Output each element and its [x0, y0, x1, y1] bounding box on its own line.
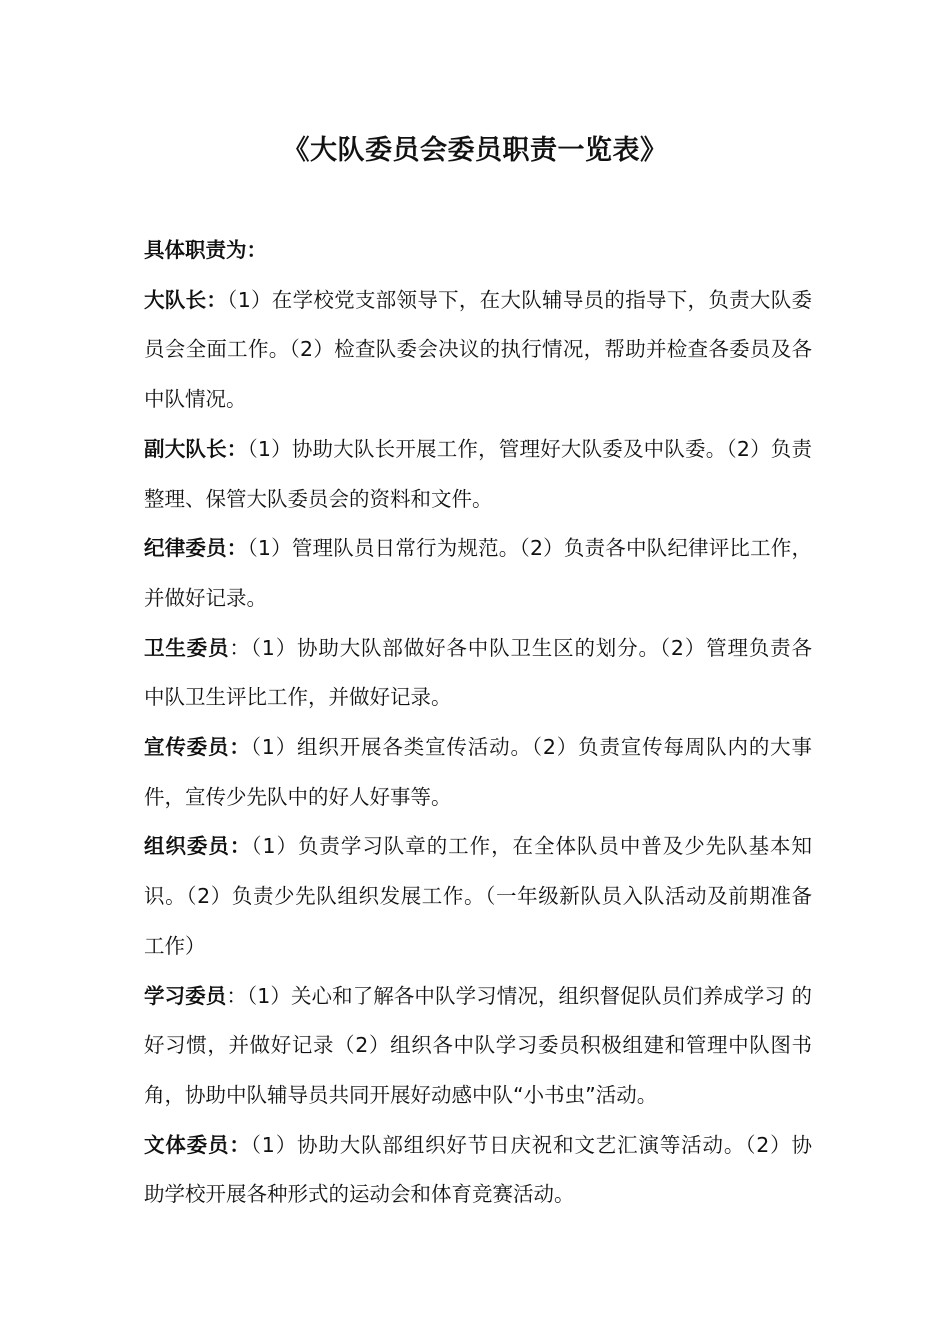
role-label: 副大队长：	[144, 436, 248, 461]
role-label: 宣传委员：	[144, 735, 251, 760]
role-label: 组织委员：	[144, 834, 252, 859]
duty-paragraph-vice-captain	[144, 425, 812, 524]
role-duties: ：（1）关心和了解各中队学习情况，组织督促队员们养成学习 的好习惯，并做好记录（2）组织各中队学习委员积极组建和管理中队图书角，协助中队辅导员共同开展好动感中队“小书虫”活动。	[144, 983, 812, 1107]
role-duties: （1）协助大队部组织好节日庆祝和文艺汇演等活动。（2）协 助学校开展各种形式的运动会和体育竞赛活动。	[144, 1132, 813, 1207]
document-body	[144, 226, 812, 1220]
role-duties: （1）协助大队长开展工作，管理好大队委及中队委。（2）负责整理、保管大队委员会的资料和文件。	[144, 436, 813, 511]
role-duties: （1）在学校党支部领导下，在大队辅导员的指导下，负责大队委员会全面工作。（2）检查队委会决议的执行情况，帮助并检查各委员及各 中队情况。	[144, 287, 812, 412]
duty-paragraph-study	[144, 972, 812, 1121]
duty-paragraph-hygiene	[144, 624, 812, 723]
duty-paragraph-arts-sports	[144, 1121, 812, 1220]
duty-paragraph-publicity	[144, 723, 812, 822]
role-label: 大队长：	[144, 287, 228, 312]
role-label: 文体委员：	[144, 1132, 251, 1157]
role-duties: （1）管理队员日常行为规范。（2）负责各中队纪律评比工作， 并做好记录。	[144, 536, 813, 610]
section-heading: 具体职责为：	[144, 238, 267, 262]
role-duties: （1）组织开展各类宣传活动。（2）负责宣传每周队内的大事件，宣传少先队中的好人好事等。	[144, 735, 813, 809]
role-duties: ：（1）协助大队部做好各中队卫生区的划分。（2）管理负责各 中队卫生评比工作，并做好记录。	[144, 635, 813, 710]
duty-paragraph-discipline	[144, 524, 812, 623]
duty-paragraph-captain	[144, 276, 812, 425]
role-label: 学习委员	[144, 983, 227, 1008]
page-title: 《大队委员会委员职责一览表》	[282, 135, 668, 166]
role-duties: （1）负责学习队章的工作，在全体队员中普及少先队基本知 识。（2）负责少先队组织发展工作。（一年级新队员入队活动及前期准备工作）	[144, 834, 813, 958]
duty-paragraph-organization	[144, 822, 812, 971]
role-label: 卫生委员	[144, 635, 230, 660]
role-label: 纪律委员：	[144, 536, 248, 561]
